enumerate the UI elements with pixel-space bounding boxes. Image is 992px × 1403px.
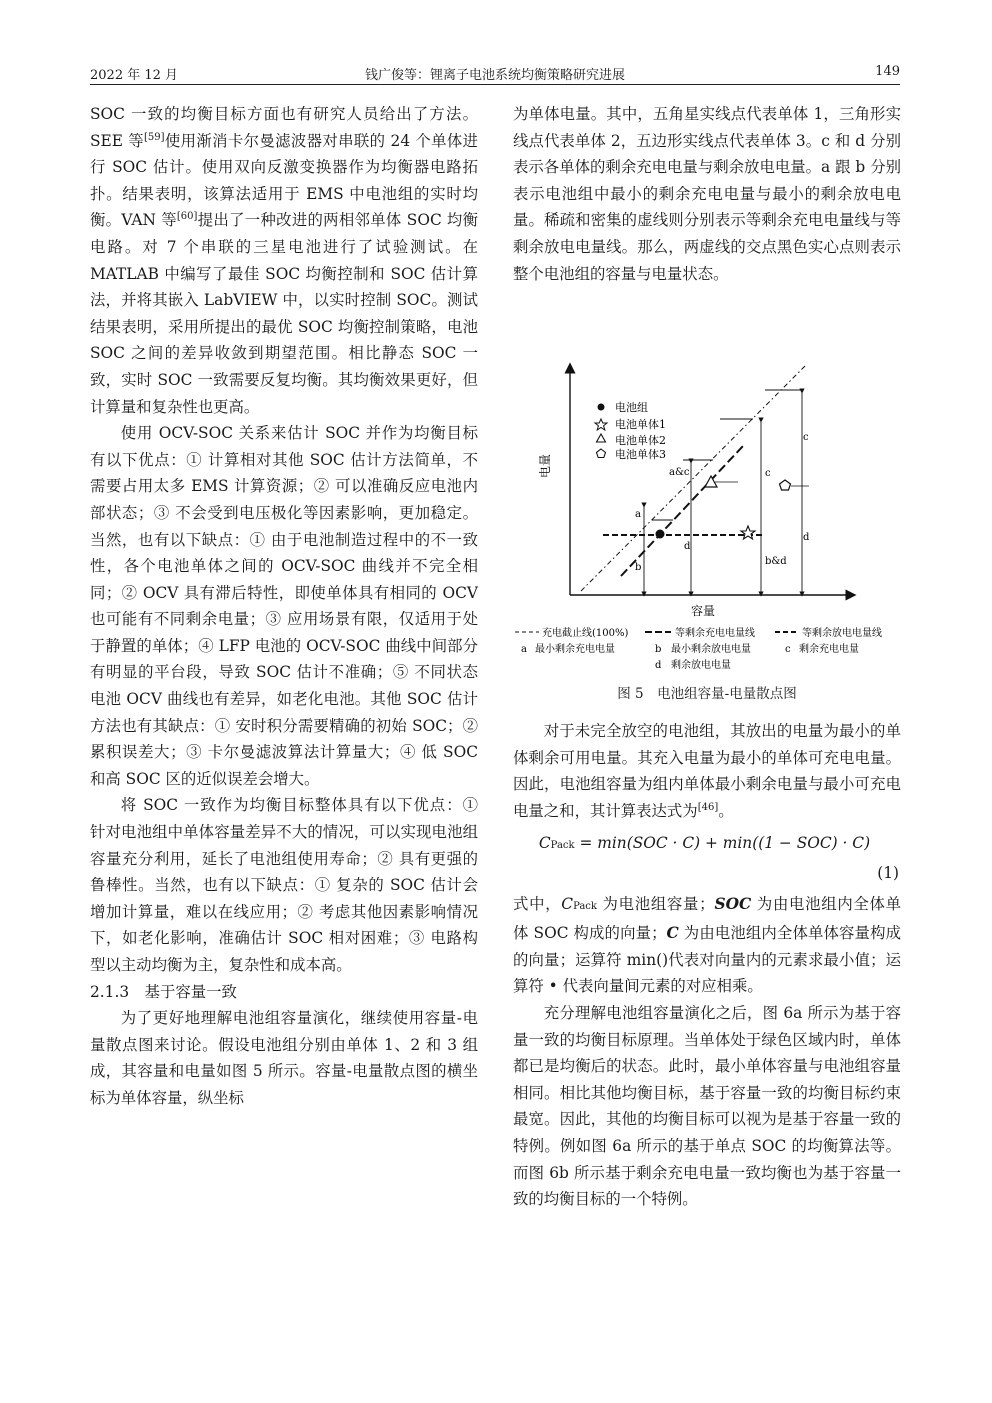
legend-cell2: 电池单体2 (615, 434, 666, 447)
paragraph: 将 SOC 一致作为均衡目标整体具有以下优点：① 针对电池组中单体容量差异不大的情况，可以实现电池组容量充分利用，延长了电池组使用寿命；② 具有更强的鲁棒性。当然，也有以下缺点：① 复杂的 SOC 估计会增加计算量，难以在线应用；② 考虑其他因素影响情况下，如老化影响，准确估计 SOC 相对困难；③ 电路构型以主动均衡为主，复杂性和成本高。 (90, 796, 478, 974)
paragraph: 为了更好地理解电池组容量演化，继续使用容量-电量散点图来讨论。假设电池组分别由单体 1、2 和 3 组成，其容量和电量如图 5 所示。容量-电量散点图的横坐标为单体容量，纵坐标 (90, 1009, 478, 1107)
right-column-bottom (513, 718, 901, 1213)
label-d: d (684, 541, 691, 552)
label-a: a (635, 509, 641, 520)
paragraph: SOC 一致的均衡目标方面也有研究人员给出了方法。SEE 等[59]使用渐消卡尔曼滤波器对串联的 24 个单体进行 SOC 估计。使用双向反激变换器作为均衡器电路拓扑。结果表明，该算法适用于 EMS 中电池组的实时均衡。VAN 等[60]提出了一种改进的两相邻单体 SOC 均衡电路。对 7 个串联的三星电池进行了试验测试。在 MATLAB 中编写了最佳 SOC 均衡控制和 SOC 估计算法，并将其嵌入 LabVIEW 中，以实时控制 SOC。测试结果表明，采用所提出的最优 SOC 均衡控制策略，电池 SOC 之间的差异收敛到期望范围。相比静态 SOC 一致，实时 SOC 一致需要反复均衡。其均衡效果更好，但计算量和复杂性也更高。 (90, 105, 479, 416)
page-number: 149 (875, 64, 900, 79)
legend-star-icon (595, 419, 607, 430)
equation-number: (1) (877, 863, 899, 882)
svg-text:d: d (655, 660, 662, 671)
paragraph: 式中，CPack 为电池组容量；SOC 为由电池组内全体单体 SOC 构成的向量；C 为由电池组内全体单体容量构成的向量；运算符 min()代表对向量内的元素求最小值；运算符 • 代表向量间元素的对应相乘。 (513, 894, 901, 996)
paragraph: 使用 OCV-SOC 关系来估计 SOC 并作为均衡目标有以下优点：① 计算相对其他 SOC 估计方法简单，不需要占用太多 EMS 计算资源；② 可以准确反应电池内部状态；③ 不会受到电压极化等因素影响，更加稳定。当然，也有以下缺点：① 由于电池制造过程中的不一致性，各个电池单体之间的 OCV-SOC 曲线并不完全相同；② OCV 具有滞后特性，即使单体具有相同的 OCV 也可能有不同剩余电量；③ 应用场景有限，仅适用于处于静置的单体；④ LFP 电池的 OCV-SOC 曲线中间部分有明显的平台段，导致 SOC 估计不准确；⑤ 不同状态电池 OCV 曲线也有差异，如老化电池。其他 SOC 估计方法也有其缺点：① 安时积分需要精确的初始 SOC；② 累积误差大；③ 卡尔曼滤波算法计算量大；④ 低 SOC 和高 SOC 区的近似误差会增大。 (90, 424, 478, 788)
pack-point (656, 530, 665, 539)
citation[interactable]: [59] (144, 131, 165, 143)
x-axis-label: 容量 (691, 604, 716, 618)
y-axis-label: 电量 (538, 453, 552, 478)
paragraph: 对于未完全放空的电池组，其放出的电量为最小的单体剩余可用电量。其充入电量为最小的单体可充电电量。因此，电池组容量为组内单体最小剩余电量与最小可充电电量之和，其计算表达式为[46]。 (513, 722, 901, 820)
scatter-diagram (513, 358, 901, 674)
equation-1: CPack = min(SOC · C) + min((1 − SOC) · C) (1) (538, 834, 899, 882)
svg-text:b: b (655, 644, 662, 655)
legend-pack: 电池组 (615, 401, 648, 414)
cell1-star-icon (741, 526, 755, 539)
label-c: c (765, 468, 771, 479)
section-heading: 2.1.3 基于容量一致 (90, 982, 237, 1001)
svg-text:c: c (785, 644, 791, 655)
label-a-and-c: a&c (669, 467, 690, 478)
label-b: b (635, 562, 642, 573)
legend-triangle-icon (597, 434, 606, 442)
legend-b: 最小剩余放电电量 (671, 644, 751, 655)
legend-c: 剩余充电电量 (799, 644, 859, 655)
paragraph: 充分理解电池组容量演化之后，图 6a 所示为基于容量一致的均衡目标原理。当单体处于绿色区域内时，单体都已是均衡后的状态。此时，最小单体容量与电池组容量相同。相比其他均衡目标，基于容量一致的均衡目标约束最宽。因此，其他的均衡目标可以视为是基于容量一致的特例。例如图 6a 所示的基于单点 SOC 的均衡算法等。而图 6b 所示基于剩余充电电量一致均衡也为基于容量一致的均衡目标的一个特例。 (513, 1003, 901, 1209)
figure-5 (513, 358, 901, 674)
legend-a: 最小剩余充电电量 (535, 644, 615, 655)
legend-cell1: 电池单体1 (615, 418, 666, 431)
label-d-cell3: d (803, 532, 810, 543)
legend-equal-charge: 等剩余充电电量线 (675, 628, 755, 639)
legend-pentagon-icon (597, 449, 606, 458)
right-column-top (513, 101, 901, 287)
header-date: 2022 年 12 月 (90, 68, 179, 83)
running-header (90, 62, 900, 84)
paragraph: 为单体电量。其中，五角星实线点代表单体 1，三角形实线点代表单体 2，五边形实线点代表单体 3。c 和 d 分别表示各单体的剩余充电电量与剩余放电电量。a 跟 b 分别表示电池组中最小的剩余充电电量与最小的剩余放电电量。稀疏和密集的虚线则分别表示等剩余充电电量线与等剩余放电电量线。那么，两虚线的交点黑色实心点则表示整个电池组的容量与电量状态。 (513, 105, 901, 283)
legend-pack-marker (598, 404, 605, 411)
left-column (90, 101, 478, 1112)
legend-cell3: 电池单体3 (615, 448, 666, 461)
label-c-cell3: c (803, 432, 809, 443)
header-title: 钱广俊等：锂离子电池系统均衡策略研究进展 (364, 68, 625, 83)
svg-text:a: a (521, 644, 527, 655)
header-rule (90, 84, 900, 85)
figure-caption: 图 5 电池组容量-电量散点图 (617, 686, 797, 702)
legend-equal-discharge: 等剩余放电电量线 (802, 628, 882, 639)
legend-charge-cutoff: 充电截止线(100%) (542, 628, 629, 639)
citation[interactable]: [60] (176, 211, 198, 223)
legend-d: 剩余放电电量 (671, 660, 731, 671)
cell2-triangle-icon (705, 476, 717, 487)
cell3-pentagon-icon (780, 480, 791, 490)
label-b-and-d: b&d (765, 556, 787, 567)
citation[interactable]: [46] (697, 801, 719, 813)
equation-rhs: = min(SOC · C) + min((1 − SOC) · C) (579, 834, 871, 853)
